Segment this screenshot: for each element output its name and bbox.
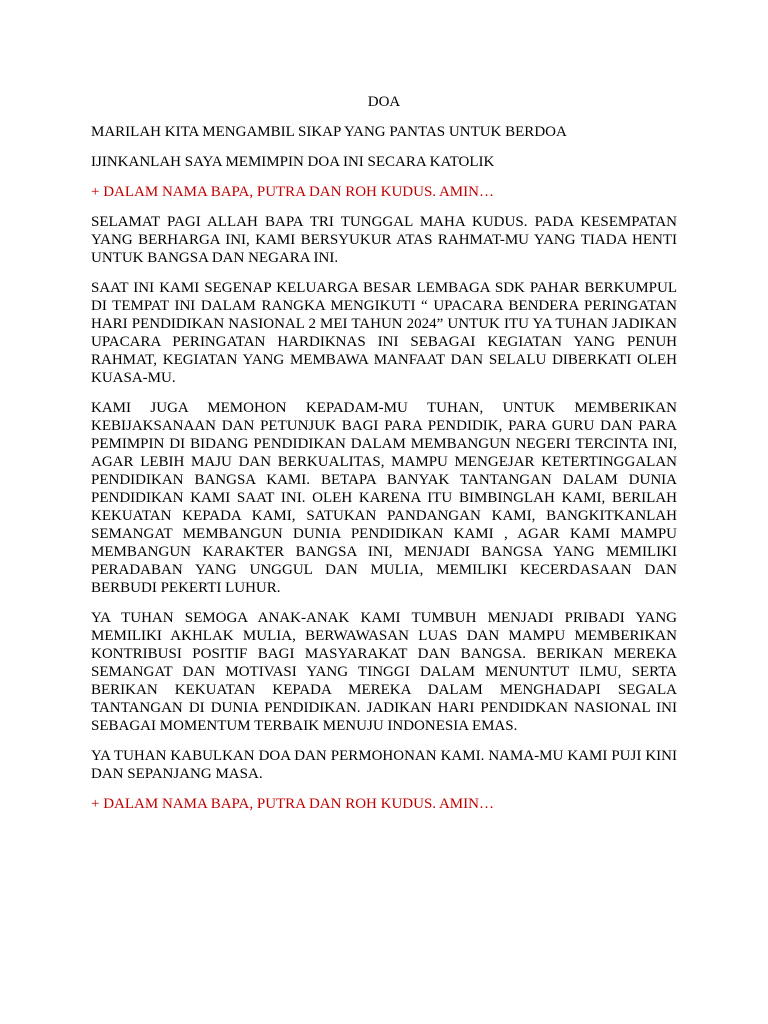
document-page <box>91 93 677 825</box>
sign-of-cross-opening: + DALAM NAMA BAPA, PUTRA DAN ROH KUDUS. AMIN… <box>91 184 494 200</box>
petition-children-paragraph: YA TUHAN SEMOGA ANAK-ANAK KAMI TUMBUH MENJADI PRIBADI YANG MEMILIKI AKHLAK MULIA, BERWAWASAN LUAS DAN MAMPU MEMBERIKAN KONTRIBUSI POSITIF BAGI MASYARAKAT DAN BANGSA. BERIKAN MEREKA SEMANGAT DAN MOTIVASI YANG TINGGI DALAM MENUNTUT ILMU, SERTA BERIKAN KEKUATAN KEPADA MEREKA DALAM MENGHADAPI SEGALA TANTANGAN DI DUNIA PENDIDIKAN. JADIKAN HARI PENDIDKAN NASIONAL INI SEBAGAI MOMENTUM TERBAIK MENUJU INDONESIA EMAS. <box>91 610 677 734</box>
petition-educators-paragraph: KAMI JUGA MEMOHON KEPADAM-MU TUHAN, UNTUK MEMBERIKAN KEBIJAKSANAAN DAN PETUNJUK BAGI PARA PENDIDIK, PARA GURU DAN PARA PEMIMPIN DI BIDANG PENDIDIKAN DALAM MEMBANGUN NEGERI TERCINTA INI, AGAR LEBIH MAJU DAN BERKUALITAS, MAMPU MENGEJAR KETERTINGGALAN PENDIDIKAN BANGSA KAMI. BETAPA BANYAK TANTANGAN DALAM DUNIA PENDIDIKAN KAMI SAAT INI. OLEH KARENA ITU BIMBINGLAH KAMI, BERILAH KEKUATAN KEPADA KAMI, SATUKAN PANDANGAN KAMI, BANGKITKANLAH SEMANGAT MEMBANGUN DUNIA PENDIDIKAN KAMI , AGAR KAMI MAMPU MEMBANGUN KARAKTER BANGSA INI, MENJADI BANGSA YANG MEMILIKI PERADABAN YANG UNGGUL DAN MULIA, MEMILIKI KECERDASAAN DAN BERBUDI PEKERTI LUHUR. <box>91 400 677 596</box>
greeting-paragraph: SELAMAT PAGI ALLAH BAPA TRI TUNGGAL MAHA KUDUS. PADA KESEMPATAN YANG BERHARGA INI, KAMI BERSYUKUR ATAS RAHMAT-MU YANG TIADA HENTI UNTUK BANGSA DAN NEGARA INI. <box>91 214 677 266</box>
closing-paragraph: YA TUHAN KABULKAN DOA DAN PERMOHONAN KAMI. NAMA-MU KAMI PUJI KINI DAN SEPANJANG MASA. <box>91 748 677 782</box>
invitation-paragraph: MARILAH KITA MENGAMBIL SIKAP YANG PANTAS UNTUK BERDOA <box>91 124 567 140</box>
gathering-paragraph: SAAT INI KAMI SEGENAP KELUARGA BESAR LEMBAGA SDK PAHAR BERKUMPUL DI TEMPAT INI DALAM RANGKA MENGIKUTI “ UPACARA BENDERA PERINGATAN HARI PENDIDIKAN NASIONAL 2 MEI TAHUN 2024” UNTUK ITU YA TUHAN JADIKAN UPACARA PERINGATAN HARDIKNAS INI SEBAGAI KEGIATAN YANG PENUH RAHMAT, KEGIATAN YANG MEMBAWA MANFAAT DAN SELALU DIBERKATI OLEH KUASA-MU. <box>91 280 677 386</box>
sign-of-cross-closing: + DALAM NAMA BAPA, PUTRA DAN ROH KUDUS. AMIN… <box>91 796 494 812</box>
leader-paragraph: IJINKANLAH SAYA MEMIMPIN DOA INI SECARA KATOLIK <box>91 154 495 170</box>
document-title: DOA <box>367 94 401 110</box>
